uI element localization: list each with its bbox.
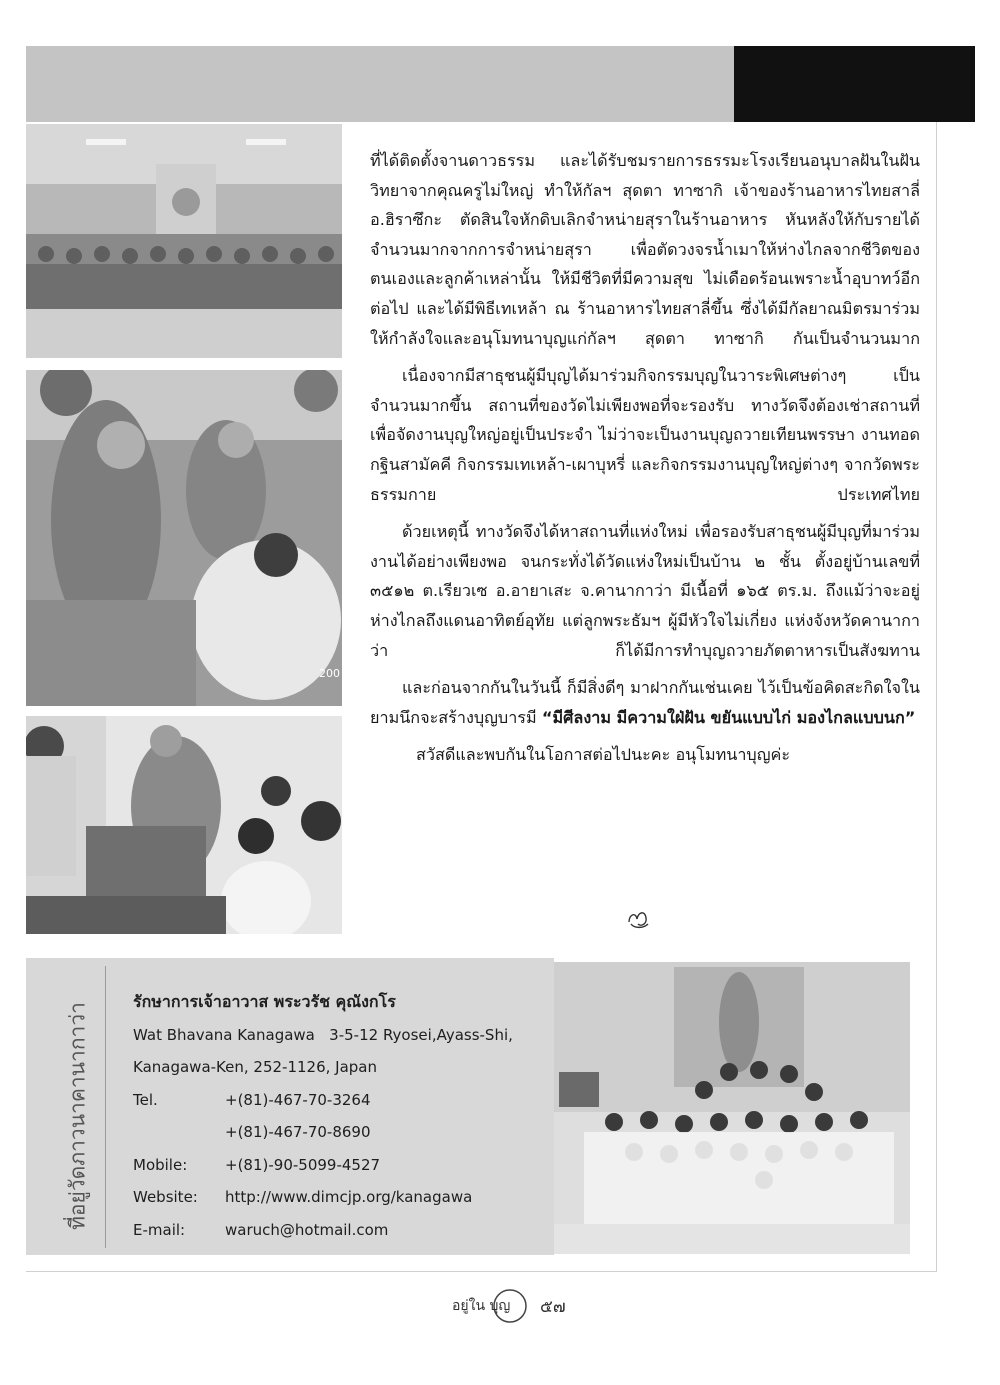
address-line-2: Kanagawa-Ken, 252-1126, Japan [133,1058,377,1076]
article-paragraph-text: และก่อนจากกันในวันนี้ ก็มีสิ่งดีๆ มาฝากกันเช่นเคย ไว้เป็นข้อคิดสะกิดใจในยามนึกจะสร้างบุญบารมี [370,678,920,727]
article-paragraph: เนื่องจากมีสาธุชนผู้มีบุญได้มาร่วมกิจกรรมบุญในวาระพิเศษต่างๆ เป็นจำนวนมากขึ้น สถานที่ของวัดไม่เพียงพอที่จะรองรับ ทางวัดจึงต้องเช่าสถานที่เพื่อจัดงานบุญใหญ่อยู่เป็นประจำ ไม่ว่าจะเป็นงานบุญถวายเทียนพรรษา งานทอดกฐินสามัคคี กิจกรรมเทเหล้า-เผาบุหรี่ และกิจกรรมงานบุญใหญ่ต่างๆ จากวัดพระธรรมกาย ประเทศไทย [370,366,920,504]
photo-monks-seated-hall [26,124,342,358]
abbot-name: รักษาการเจ้าอาวาส พระวรัช คุณังกโร [133,992,396,1011]
vertical-separator [105,966,106,1248]
sidebar-title-text: ที่อยู่วัดภาวนาคานากาว่า [65,1002,90,1230]
email-row [133,1214,553,1247]
website-row [133,1181,553,1214]
temple-address-vertical-title [58,986,98,1246]
tel-value-2: +(81)-467-70-8690 [225,1123,371,1141]
tel-row-1 [133,1084,553,1117]
article-closing: สวัสดีและพบกันในโอกาสต่อไปนะคะ อนุโมทนาบุญค่ะ [416,745,791,765]
article-paragraph: ด้วยเหตุนี้ ทางวัดจึงได้หาสถานที่แห่งใหม่ เพื่อรองรับสาธุชนผู้มีบุญที่มาร่วมงานได้อย่างเพียงพอ จนกระทั่งได้วัดแห่งใหม่เป็นบ้าน ๒ ชั้น ตั้งอยู่บ้านเลขที่ ๓๕๑๒ ต.เรียวเซ อ.อายาเสะ จ.คานากาว่า มีเนื้อที่ ๑๖๕ ตร.ม. ถึงแม้ว่าจะอยู่ห่างไกลถึงแดนอาทิตย์อุทัย แต่ลูกพระธัมฯ ผู้มีหัวใจไม่เกี่ยง แห่งจังหวัดคานากาว่า ก็ได้มีการทำบุญถวายภัตตาหารเป็นสังฆทาน [370,522,920,660]
header-gray-band [26,46,734,122]
website-label: Website: [133,1188,198,1206]
photo-date-stamp: 200 [319,667,340,680]
website-link[interactable]: http://www.dimcjp.org/kanagawa [225,1188,473,1206]
email-link[interactable]: waruch@hotmail.com [225,1220,389,1239]
tel-value-1: +(81)-467-70-3264 [225,1090,371,1109]
article-body [370,146,920,778]
lotus-ornament-icon [626,906,652,932]
right-margin-rule [936,122,937,1272]
header-black-tab [734,46,975,122]
logo-text: อยู่ใน บุญ [452,1298,511,1314]
contact-details [133,986,553,1246]
article-paragraph: ที่ได้ติดตั้งจานดาวธรรม และได้รับชมรายการธรรมะโรงเรียนอนุบาลฝันในฝันวิทยาจากคุณครูไม่ใหญ่ ทำให้กัลฯ สุดตา ทาซากิ เจ้าของร้านอาหารไทยสาลี่ อ.ฮิราซึกะ ตัดสินใจหักดิบเลิกจำหน่ายสุราในร้านอาหาร หันหลังให้กับรายได้จำนวนมากจากการจำหน่ายสุรา เพื่อตัดวงจรน้ำเมาให้ห่างไกลจากชีวิตของตนเองและลูกค้าเหล่านั้น ให้มีชีวิตที่มีความสุข ไม่เดือดร้อนเพราะน้ำอุบาทว์อีกต่อไป และได้มีพิธีเทเหล้า ณ ร้านอาหารไทยสาลี่ขึ้น ซึ่งได้มีกัลยาณมิตรมาร่วมให้กำลังใจและอนุโมทนาบุญแก่กัลฯ สุดตา ทาซากิ กันเป็นจำนวนมาก [370,151,920,348]
mobile-row [133,1149,553,1182]
email-label: E-mail: [133,1220,186,1239]
bottom-margin-rule [26,1271,937,1272]
photo-offering-ceremony [26,370,342,706]
magazine-logo [448,1284,536,1324]
tel-row-2 [133,1116,553,1149]
page-number: ๕๗ [540,1297,566,1317]
photo-group-temple [554,962,910,1254]
article-quote: “มีศีลงาม มีความใฝ่ฝัน ขยันแบบไก่ มองไกลแบบนก” [541,707,916,727]
photo-offering-to-monk [26,716,342,934]
address-line-1: Wat Bhavana Kanagawa 3-5-12 Ryosei,Ayass-Shi, [133,1025,513,1044]
article-paragraph-with-quote [370,673,920,732]
mobile-label: Mobile: [133,1155,188,1174]
tel-label: Tel. [133,1090,158,1109]
mobile-value: +(81)-90-5099-4527 [225,1155,381,1174]
